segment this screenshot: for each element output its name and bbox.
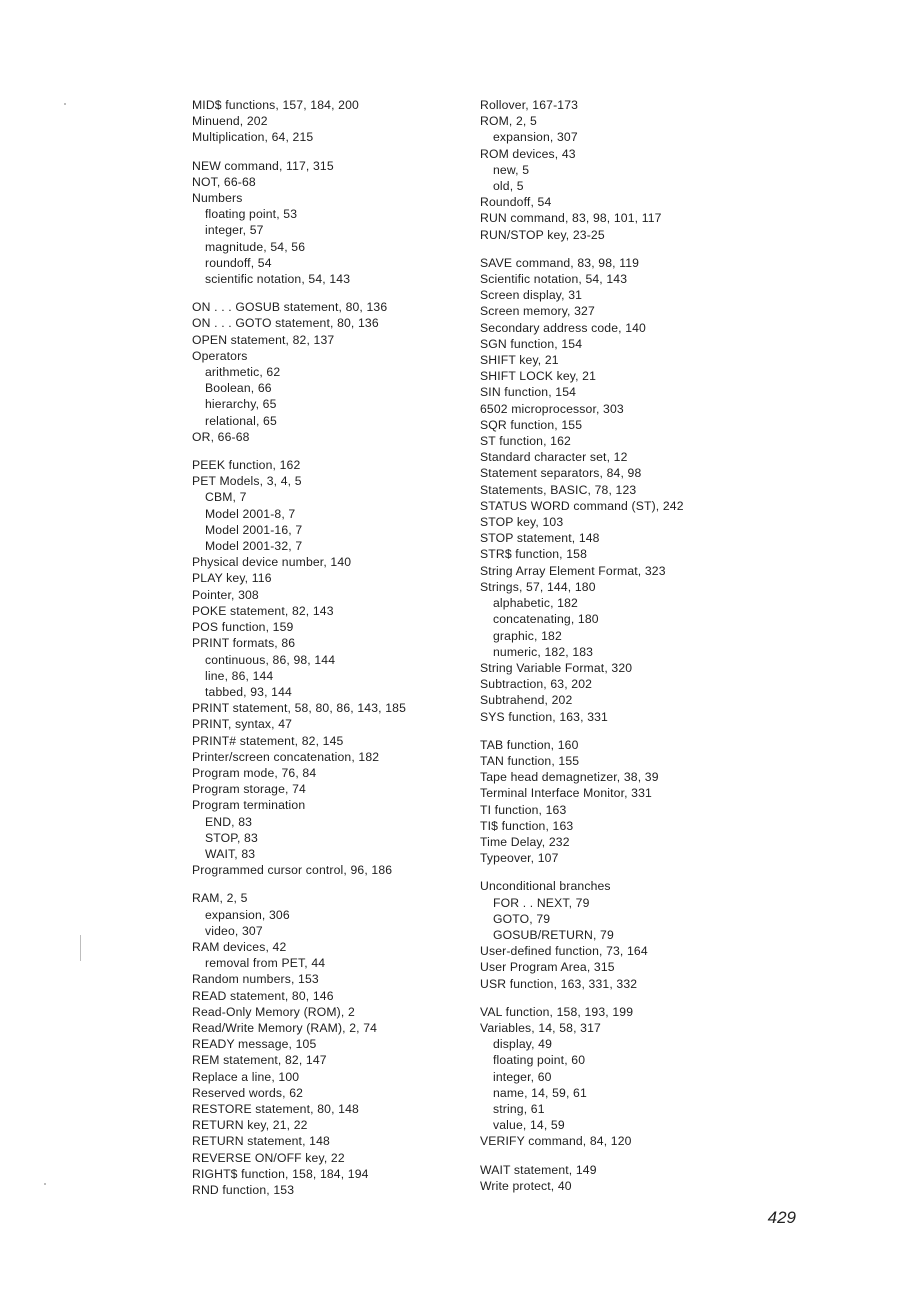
index-entry: PRINT formats, 86 bbox=[192, 636, 296, 651]
index-subentry: END, 83 bbox=[205, 814, 253, 829]
index-subentry: GOSUB/RETURN, 79 bbox=[493, 927, 614, 942]
index-entry: RUN command, 83, 98, 101, 117 bbox=[480, 211, 662, 226]
index-entry: PEEK function, 162 bbox=[192, 458, 301, 473]
index-entry: TAB function, 160 bbox=[480, 737, 579, 752]
index-entry: Programmed cursor control, 96, 186 bbox=[192, 863, 393, 878]
index-entry: NEW command, 117, 315 bbox=[192, 158, 334, 173]
index-entry: RIGHT$ function, 158, 184, 194 bbox=[192, 1166, 369, 1181]
index-entry: TI function, 163 bbox=[480, 802, 567, 817]
index-entry: SQR function, 155 bbox=[480, 417, 583, 432]
index-column-left bbox=[192, 97, 492, 1210]
index-entry: WAIT statement, 149 bbox=[480, 1162, 597, 1177]
index-entry: SIN function, 154 bbox=[480, 385, 577, 400]
index-entry: READY message, 105 bbox=[192, 1037, 317, 1052]
index-subentry: video, 307 bbox=[205, 923, 263, 938]
index-entry: Write protect, 40 bbox=[480, 1178, 572, 1193]
index-entry: ROM, 2, 5 bbox=[480, 114, 537, 129]
index-subentry: magnitude, 54, 56 bbox=[205, 239, 306, 254]
index-group bbox=[192, 97, 492, 146]
index-subentry: Model 2001-32, 7 bbox=[205, 539, 303, 554]
index-entry: Physical device number, 140 bbox=[192, 555, 352, 570]
index-subentry: roundoff, 54 bbox=[205, 255, 272, 270]
index-subentry: line, 86, 144 bbox=[205, 668, 274, 683]
index-subentry: expansion, 307 bbox=[493, 130, 578, 145]
index-subentry: STOP, 83 bbox=[205, 830, 258, 845]
index-entry: Minuend, 202 bbox=[192, 114, 268, 129]
index-entry: RAM, 2, 5 bbox=[192, 891, 248, 906]
index-subentry: floating point, 53 bbox=[205, 207, 298, 222]
index-entry: TI$ function, 163 bbox=[480, 818, 574, 833]
index-entry: Variables, 14, 58, 317 bbox=[480, 1020, 601, 1035]
index-entry: ST function, 162 bbox=[480, 434, 571, 449]
index-subentry: new, 5 bbox=[493, 162, 530, 177]
index-subentry: WAIT, 83 bbox=[205, 846, 256, 861]
index-entry: SHIFT LOCK key, 21 bbox=[480, 369, 597, 384]
index-subentry: GOTO, 79 bbox=[493, 911, 551, 926]
index-entry: STOP statement, 148 bbox=[480, 531, 600, 546]
index-group bbox=[480, 1004, 780, 1150]
index-subentry: arithmetic, 62 bbox=[205, 365, 281, 380]
index-entry: Screen display, 31 bbox=[480, 288, 583, 303]
index-entry: SGN function, 154 bbox=[480, 336, 583, 351]
index-group bbox=[192, 299, 492, 445]
index-entry: Read-Only Memory (ROM), 2 bbox=[192, 1004, 355, 1019]
index-entry: Scientific notation, 54, 143 bbox=[480, 272, 628, 287]
index-entry: Unconditional branches bbox=[480, 879, 611, 894]
index-entry: STR$ function, 158 bbox=[480, 547, 588, 562]
index-entry: USR function, 163, 331, 332 bbox=[480, 976, 638, 991]
index-entry: String Variable Format, 320 bbox=[480, 660, 633, 675]
index-entry: STATUS WORD command (ST), 242 bbox=[480, 498, 684, 513]
index-entry: NOT, 66-68 bbox=[192, 174, 256, 189]
index-entry: User Program Area, 315 bbox=[480, 960, 615, 975]
index-entry: RUN/STOP key, 23-25 bbox=[480, 227, 605, 242]
index-entry: ON . . . GOSUB statement, 80, 136 bbox=[192, 300, 388, 315]
index-group bbox=[480, 737, 780, 867]
index-subentry: old, 5 bbox=[493, 179, 524, 194]
index-entry: MID$ functions, 157, 184, 200 bbox=[192, 98, 359, 112]
index-subentry: FOR . . NEXT, 79 bbox=[493, 895, 590, 910]
index-group bbox=[192, 158, 492, 288]
scan-speck bbox=[64, 103, 66, 105]
index-entry: PRINT, syntax, 47 bbox=[192, 717, 293, 732]
index-entry: STOP key, 103 bbox=[480, 515, 564, 530]
index-entry: Read/Write Memory (RAM), 2, 74 bbox=[192, 1020, 378, 1035]
index-group bbox=[480, 878, 780, 991]
index-entry: VERIFY command, 84, 120 bbox=[480, 1134, 632, 1149]
index-subentry: display, 49 bbox=[493, 1037, 553, 1052]
index-group bbox=[480, 97, 780, 243]
index-entry: Roundoff, 54 bbox=[480, 195, 552, 210]
index-subentry: expansion, 306 bbox=[205, 907, 290, 922]
page-number: 429 bbox=[767, 1208, 796, 1227]
index-entry: Program mode, 76, 84 bbox=[192, 765, 317, 780]
index-entry: OPEN statement, 82, 137 bbox=[192, 332, 335, 347]
index-entry: RETURN key, 21, 22 bbox=[192, 1118, 308, 1133]
index-subentry: Boolean, 66 bbox=[205, 381, 272, 396]
index-entry: RAM devices, 42 bbox=[192, 939, 287, 954]
index-entry: REVERSE ON/OFF key, 22 bbox=[192, 1150, 345, 1165]
index-entry: TAN function, 155 bbox=[480, 753, 580, 768]
index-entry: Strings, 57, 144, 180 bbox=[480, 579, 596, 594]
index-entry: Subtraction, 63, 202 bbox=[480, 677, 593, 692]
index-entry: Terminal Interface Monitor, 331 bbox=[480, 786, 652, 801]
index-entry: Statement separators, 84, 98 bbox=[480, 466, 642, 481]
index-entry: SYS function, 163, 331 bbox=[480, 709, 608, 724]
index-entry: READ statement, 80, 146 bbox=[192, 988, 334, 1003]
index-subentry: hierarchy, 65 bbox=[205, 397, 277, 412]
index-entry: PLAY key, 116 bbox=[192, 571, 272, 586]
index-entry: SAVE command, 83, 98, 119 bbox=[480, 255, 640, 270]
index-subentry: tabbed, 93, 144 bbox=[205, 684, 292, 699]
index-subentry: integer, 57 bbox=[205, 223, 264, 238]
index-subentry: removal from PET, 44 bbox=[205, 956, 326, 971]
index-group bbox=[192, 890, 492, 1198]
index-entry: 6502 microprocessor, 303 bbox=[480, 401, 624, 416]
index-entry: Program storage, 74 bbox=[192, 782, 306, 797]
index-column-right bbox=[480, 97, 780, 1206]
index-entry: Multiplication, 64, 215 bbox=[192, 130, 314, 145]
index-entry: Screen memory, 327 bbox=[480, 304, 595, 319]
index-entry: Statements, BASIC, 78, 123 bbox=[480, 482, 637, 497]
index-entry: Rollover, 167-173 bbox=[480, 98, 579, 112]
index-group bbox=[480, 255, 780, 725]
index-subentry: integer, 60 bbox=[493, 1069, 552, 1084]
index-entry: Subtrahend, 202 bbox=[480, 693, 573, 708]
index-subentry: value, 14, 59 bbox=[493, 1118, 565, 1133]
index-entry: PET Models, 3, 4, 5 bbox=[192, 474, 302, 489]
index-entry: REM statement, 82, 147 bbox=[192, 1053, 327, 1068]
index-entry: Printer/screen concatenation, 182 bbox=[192, 749, 380, 764]
index-entry: Typeover, 107 bbox=[480, 851, 559, 866]
index-entry: Program termination bbox=[192, 798, 306, 813]
index-entry: POKE statement, 82, 143 bbox=[192, 603, 334, 618]
index-entry: RETURN statement, 148 bbox=[192, 1134, 330, 1149]
index-entry: Reserved words, 62 bbox=[192, 1085, 304, 1100]
scan-speck bbox=[80, 935, 81, 961]
index-entry: Pointer, 308 bbox=[192, 587, 259, 602]
index-entry: RESTORE statement, 80, 148 bbox=[192, 1101, 359, 1116]
index-subentry: relational, 65 bbox=[205, 413, 277, 428]
index-subentry: continuous, 86, 98, 144 bbox=[205, 652, 336, 667]
index-subentry: numeric, 182, 183 bbox=[493, 644, 594, 659]
index-entry: String Array Element Format, 323 bbox=[480, 563, 666, 578]
index-group bbox=[480, 1162, 780, 1194]
index-subentry: Model 2001-8, 7 bbox=[205, 506, 296, 521]
index-subentry: name, 14, 59, 61 bbox=[493, 1085, 587, 1100]
index-entry: SHIFT key, 21 bbox=[480, 353, 559, 368]
index-subentry: Model 2001-16, 7 bbox=[205, 522, 303, 537]
index-entry: Numbers bbox=[192, 191, 243, 206]
index-subentry: floating point, 60 bbox=[493, 1053, 586, 1068]
index-subentry: CBM, 7 bbox=[205, 490, 247, 505]
index-entry: Secondary address code, 140 bbox=[480, 320, 646, 335]
index-group bbox=[192, 457, 492, 878]
index-entry: POS function, 159 bbox=[192, 620, 294, 635]
index-entry: Tape head demagnetizer, 38, 39 bbox=[480, 770, 659, 785]
index-subentry: scientific notation, 54, 143 bbox=[205, 272, 351, 287]
index-entry: OR, 66-68 bbox=[192, 429, 250, 444]
index-entry: VAL function, 158, 193, 199 bbox=[480, 1004, 634, 1019]
index-entry: Random numbers, 153 bbox=[192, 972, 319, 987]
index-subentry: string, 61 bbox=[493, 1101, 545, 1116]
index-subentry: alphabetic, 182 bbox=[493, 596, 578, 611]
index-entry: Standard character set, 12 bbox=[480, 450, 628, 465]
index-subentry: concatenating, 180 bbox=[493, 612, 599, 627]
index-entry: PRINT statement, 58, 80, 86, 143, 185 bbox=[192, 701, 406, 716]
index-entry: PRINT# statement, 82, 145 bbox=[192, 733, 344, 748]
scan-speck bbox=[44, 1183, 46, 1185]
index-entry: ON . . . GOTO statement, 80, 136 bbox=[192, 316, 379, 331]
index-entry: Replace a line, 100 bbox=[192, 1069, 300, 1084]
index-entry: User-defined function, 73, 164 bbox=[480, 944, 648, 959]
index-subentry: graphic, 182 bbox=[493, 628, 562, 643]
index-entry: Time Delay, 232 bbox=[480, 834, 570, 849]
index-entry: ROM devices, 43 bbox=[480, 146, 576, 161]
index-entry: RND function, 153 bbox=[192, 1183, 295, 1197]
index-entry: Operators bbox=[192, 348, 248, 363]
